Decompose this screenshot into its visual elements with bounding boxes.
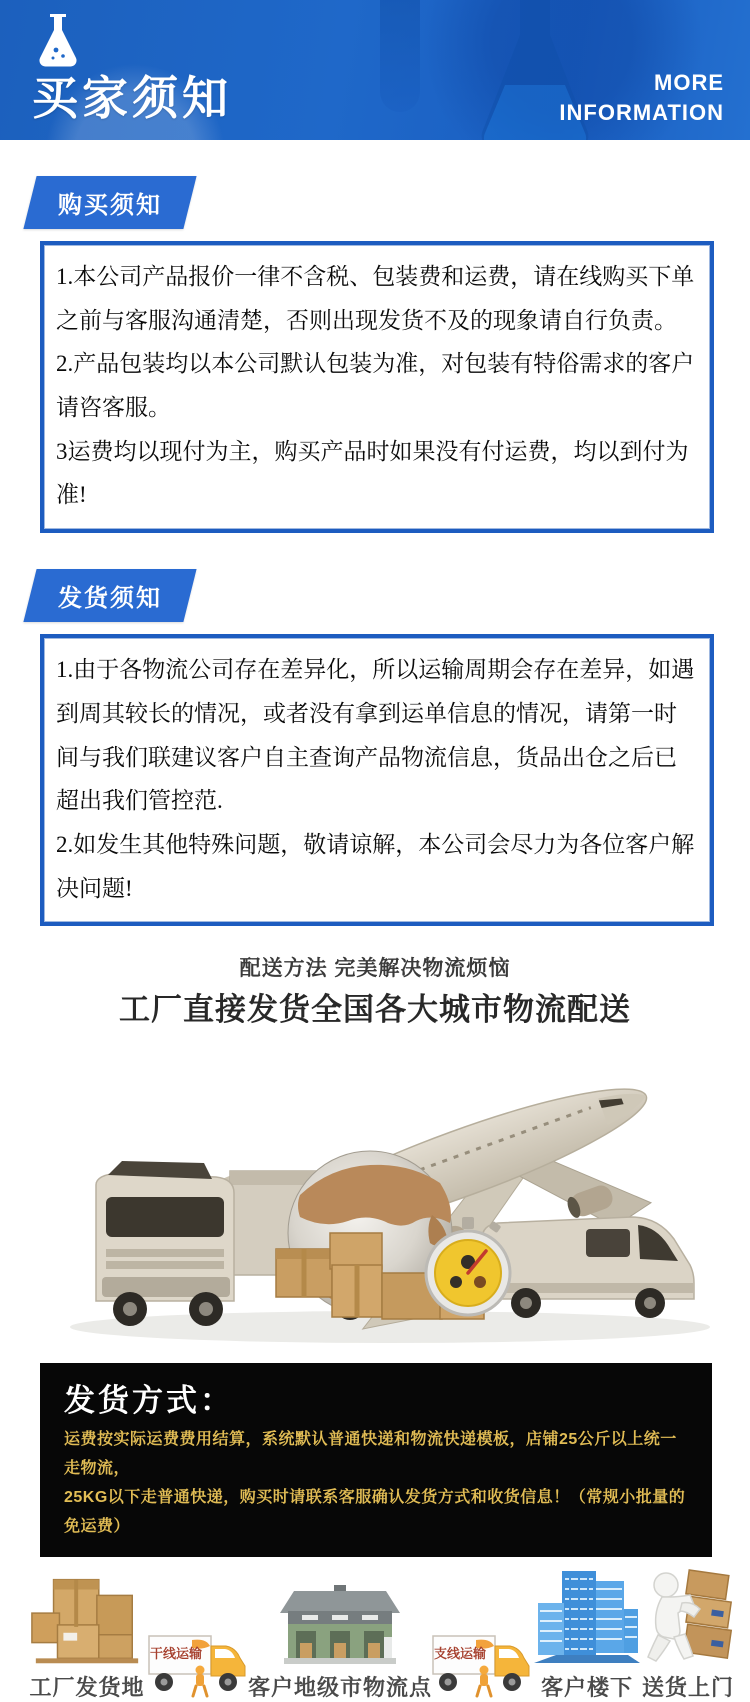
more-information-text: MORE INFORMATION <box>559 70 724 125</box>
step-factory <box>26 1573 148 1702</box>
step-caption-customer-building: 客户楼下 <box>541 1675 634 1701</box>
purchase-notice-item: 3运费均以现付为主，购买产品时如果没有付运费，均以到付为准! <box>56 438 689 508</box>
boxes-stack-icon <box>26 1573 148 1665</box>
trunk-truck-icon <box>148 1626 248 1702</box>
delivery-van <box>482 1217 694 1318</box>
step-logistics-point <box>248 1585 432 1702</box>
shipping-notice-item: 2.如发生其他特殊问题，敬请谅解，本公司会尽力为各位客户解决问题! <box>56 831 695 901</box>
step-trunk-truck <box>148 1626 248 1702</box>
step-caption-factory: 工厂发货地 <box>29 1675 145 1701</box>
purchase-notice-item: 1.本公司产品报价一律不含税、包装费和运费，请在线购买下单之前与客服沟通清楚，否则出现发货不及的现象请自行负责。 <box>56 264 695 333</box>
step-caption-door-delivery: 送货上门 <box>642 1675 735 1701</box>
logistics-illustration <box>30 1035 720 1355</box>
shipping-method-title: 发货方式： <box>64 1383 234 1419</box>
purchase-notice-item: 2.产品包装均以本公司默认包装为准，对包装有特俗需求的客户请咨客服。 <box>56 351 695 421</box>
step-customer-building <box>532 1571 642 1702</box>
shipping-method-line2: 25KG以下走普通快递，购买时请联系客服确认发货方式和收货信息！（常规小批量的免运费） <box>64 1488 686 1535</box>
step-door-delivery <box>642 1569 734 1702</box>
delivery-title: 工厂直接发货全国各大城市物流配送 <box>119 992 631 1028</box>
test-tube-decoration <box>380 0 420 112</box>
header-banner <box>0 0 750 140</box>
delivery-person-icon <box>642 1569 734 1665</box>
purchase-notice-box <box>40 241 714 533</box>
shipping-notice-label: 发货须知 <box>23 569 196 622</box>
svg-text:支线运输: 支线运输 <box>434 1646 487 1662</box>
branch-truck-icon <box>432 1626 532 1702</box>
page-title: 买家须知 <box>32 72 232 124</box>
shipping-method-line1: 运费按实际运费费用结算，系统默认普通快递和物流快递模板，店铺25公斤以上统一走物流， <box>64 1431 677 1478</box>
step-branch-truck <box>432 1626 532 1702</box>
step-caption-logistics-point: 客户地级市物流点 <box>248 1675 433 1701</box>
shipping-method-banner <box>40 1363 712 1557</box>
shipping-notice-item: 1.由于各物流公司存在差异化，所以运输周期会存在差异，如遇到周其较长的情况，或者没有拿到运单信息的情况，请第一时间与我们联建议客户自主查询产品物流信息，货品出仓之后已超出我们管控范. <box>56 657 695 814</box>
delivery-subtitle: 配送方法 完美解决物流烦恼 <box>239 957 511 981</box>
delivery-steps-row <box>26 1569 735 1702</box>
svg-text:干线运输: 干线运输 <box>149 1646 203 1662</box>
warehouse-icon <box>280 1585 400 1665</box>
flask-icon <box>34 12 82 68</box>
purchase-notice-label: 购买须知 <box>23 176 196 229</box>
shipping-notice-box <box>40 634 714 926</box>
buildings-icon <box>532 1571 642 1665</box>
